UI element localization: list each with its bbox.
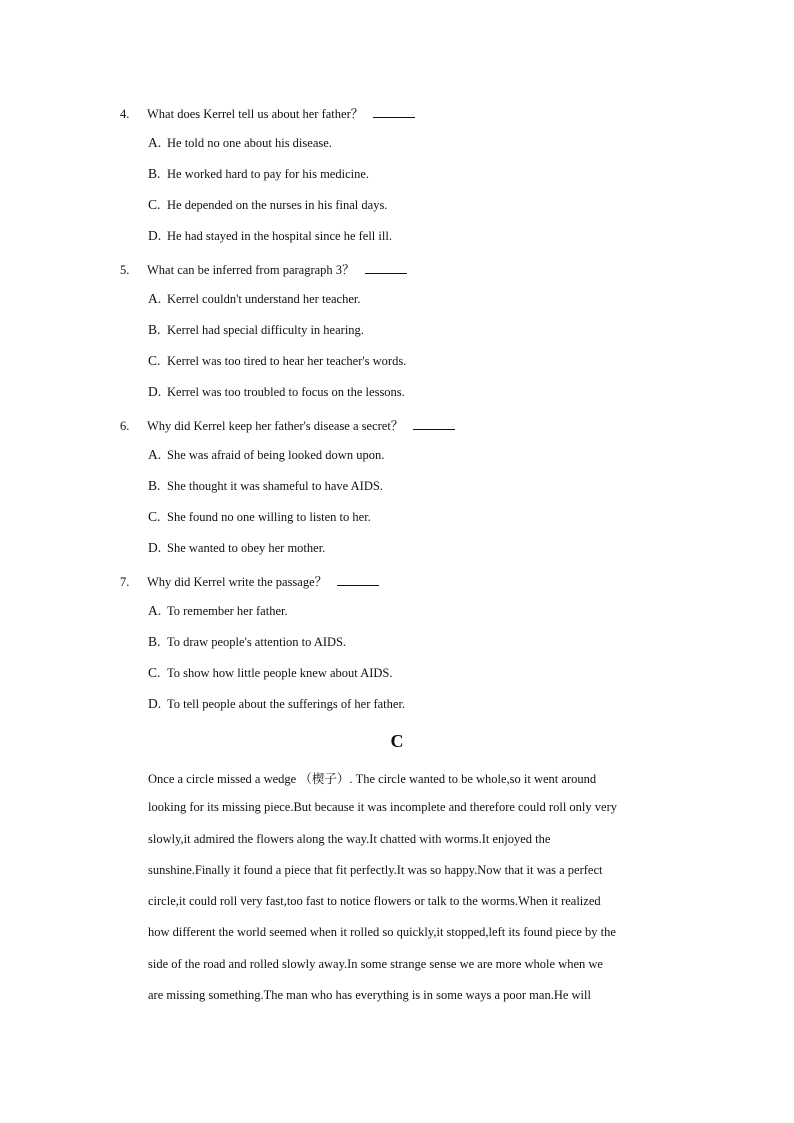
option-4c xyxy=(148,197,387,213)
option-6c xyxy=(148,509,371,525)
option-text: To draw people's attention to AIDS. xyxy=(167,635,347,649)
answer-blank xyxy=(373,105,415,118)
question-number: 7. xyxy=(120,575,130,589)
option-letter: B. xyxy=(148,478,161,493)
option-text: Kerrel had special difficulty in hearing. xyxy=(167,323,364,337)
option-letter: A. xyxy=(148,135,162,150)
answer-blank xyxy=(337,573,379,586)
passage-line: Once a circle missed a wedge （楔子）. The circle wanted to be whole,so it went around xyxy=(148,772,597,786)
passage-line: side of the road and rolled slowly away.In some strange sense we are more whole when we xyxy=(148,957,603,971)
option-7d xyxy=(148,696,405,712)
option-letter: C. xyxy=(148,353,161,368)
option-4d xyxy=(148,228,392,244)
question-text: What does Kerrel tell us about her father？ xyxy=(147,107,364,121)
option-text: Kerrel was too tired to hear her teacher's words. xyxy=(167,354,407,368)
option-letter: D. xyxy=(148,540,162,555)
answer-blank xyxy=(365,261,407,274)
option-text: She found no one willing to listen to her. xyxy=(167,510,371,524)
question-text: Why did Kerrel write the passage？ xyxy=(147,575,328,589)
option-4a xyxy=(148,135,332,151)
option-letter: A. xyxy=(148,291,162,306)
question-number: 5. xyxy=(120,263,130,277)
option-letter: A. xyxy=(148,447,162,462)
option-7b xyxy=(148,634,346,650)
passage-line: looking for its missing piece.But because it was incomplete and therefore could roll only very xyxy=(148,800,617,814)
option-letter: C. xyxy=(148,665,161,680)
question-7 xyxy=(120,572,379,590)
option-6a xyxy=(148,447,384,463)
option-text: He worked hard to pay for his medicine. xyxy=(167,167,370,181)
option-text: She was afraid of being looked down upon. xyxy=(167,448,385,462)
option-letter: C. xyxy=(148,197,161,212)
option-text: Kerrel was too troubled to focus on the lessons. xyxy=(167,385,405,399)
question-5 xyxy=(120,260,407,278)
question-4 xyxy=(120,104,415,122)
option-letter: D. xyxy=(148,228,162,243)
option-text: Kerrel couldn't understand her teacher. xyxy=(167,292,361,306)
question-number: 6. xyxy=(120,419,130,433)
option-6b xyxy=(148,478,383,494)
option-letter: D. xyxy=(148,696,162,711)
option-5b xyxy=(148,322,364,338)
option-letter: B. xyxy=(148,166,161,181)
option-6d xyxy=(148,540,325,556)
option-letter: D. xyxy=(148,384,162,399)
option-5c xyxy=(148,353,406,369)
option-text: He had stayed in the hospital since he fell ill. xyxy=(167,229,392,243)
option-text: To remember her father. xyxy=(167,604,288,618)
option-text: He told no one about his disease. xyxy=(167,136,332,150)
option-letter: A. xyxy=(148,603,162,618)
section-title: C xyxy=(390,731,404,751)
question-6 xyxy=(120,416,455,434)
option-letter: C. xyxy=(148,509,161,524)
passage-line: slowly,it admired the flowers along the way.It chatted with worms.It enjoyed the xyxy=(148,832,551,846)
question-number: 4. xyxy=(120,107,130,121)
passage-line: circle,it could roll very fast,too fast to notice flowers or talk to the worms.When it realized xyxy=(148,894,601,908)
option-5d xyxy=(148,384,405,400)
option-text: He depended on the nurses in his final days. xyxy=(167,198,388,212)
passage-line: how different the world seemed when it rolled so quickly,it stopped,left its found piece by the xyxy=(148,925,616,939)
passage-line: sunshine.Finally it found a piece that fit perfectly.It was so happy.Now that it was a perfect xyxy=(148,863,603,877)
option-7c xyxy=(148,665,393,681)
passage-line: are missing something.The man who has everything is in some ways a poor man.He will xyxy=(148,988,591,1002)
option-letter: B. xyxy=(148,322,161,337)
question-text: What can be inferred from paragraph 3？ xyxy=(147,263,355,277)
option-text: To tell people about the sufferings of her father. xyxy=(167,697,406,711)
question-text: Why did Kerrel keep her father's disease a secret？ xyxy=(147,419,404,433)
option-text: She thought it was shameful to have AIDS. xyxy=(167,479,383,493)
answer-blank xyxy=(413,417,455,430)
option-5a xyxy=(148,291,361,307)
option-4b xyxy=(148,166,369,182)
option-text: She wanted to obey her mother. xyxy=(167,541,326,555)
option-7a xyxy=(148,603,288,619)
option-text: To show how little people knew about AIDS. xyxy=(167,666,393,680)
option-letter: B. xyxy=(148,634,161,649)
